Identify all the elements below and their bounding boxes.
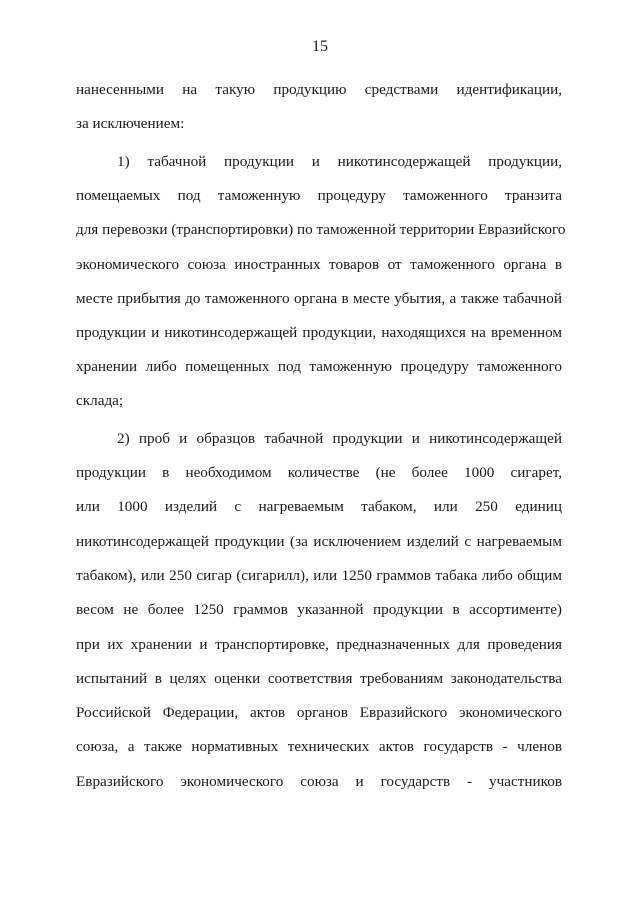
text-line: Российской Федерации, актов органов Евразийского экономического <box>76 704 562 721</box>
text-line: при их хранении и транспортировке, предназначенных для проведения <box>76 636 562 653</box>
text-line: склада; <box>76 392 124 409</box>
text-line: помещаемых под таможенную процедуру таможенного транзита <box>76 187 562 204</box>
text-line: месте прибытия до таможенного органа в месте убытия, а также табачной <box>76 290 562 307</box>
page-number: 15 <box>312 38 328 55</box>
text-line: для перевозки (транспортировки) по таможенной территории Евразийского <box>76 221 566 238</box>
text-line: экономического союза иностранных товаров от таможенного органа в <box>76 256 562 273</box>
text-line: никотинсодержащей продукции (за исключением изделий с нагреваемым <box>76 533 562 550</box>
text-line: хранении либо помещенных под таможенную процедуру таможенного <box>76 358 562 375</box>
text-line: союза, а также нормативных технических актов государств - членов <box>76 738 562 755</box>
text-line: продукции в необходимом количестве (не более 1000 сигарет, <box>76 464 562 481</box>
paragraph-2-start: 2) проб и образцов табачной продукции и никотинсодержащей <box>117 430 562 447</box>
text-line: нанесенными на такую продукцию средствами идентификации, <box>76 81 562 98</box>
text-line: Евразийского экономического союза и государств - участников <box>76 773 562 790</box>
text-line: табаком), или 250 сигар (сигарилл), или 1250 граммов табака либо общим <box>76 567 562 584</box>
text-line: продукции и никотинсодержащей продукции, находящихся на временном <box>76 324 562 341</box>
paragraph-1-start: 1) табачной продукции и никотинсодержащей продукции, <box>117 153 562 170</box>
text-line: испытаний в целях оценки соответствия требованиям законодательства <box>76 670 562 687</box>
text-line: или 1000 изделий с нагреваемым табаком, или 250 единиц <box>76 498 562 515</box>
text-line: за исключением: <box>76 115 185 132</box>
text-line: весом не более 1250 граммов указанной продукции в ассортименте) <box>76 601 562 618</box>
